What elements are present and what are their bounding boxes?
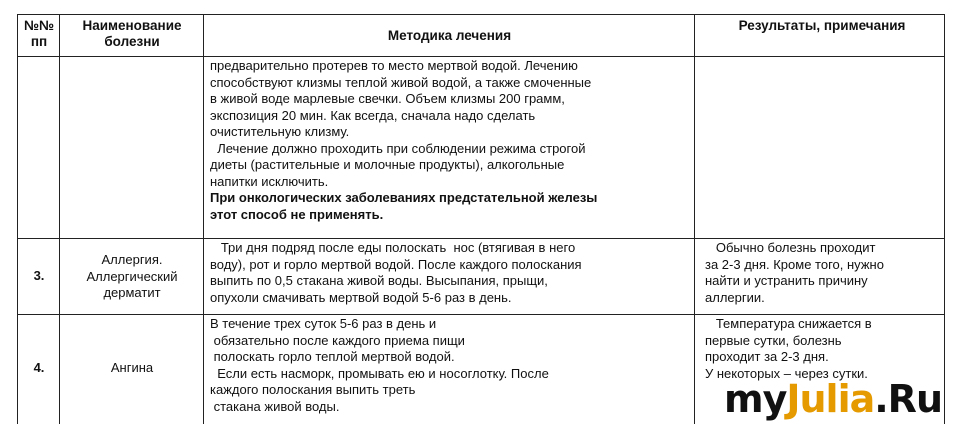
continued-method-text — [210, 58, 688, 223]
method-line: экспозиция 20 мин. Как всегда, сначала надо сделать — [210, 107, 536, 123]
method-line: диеты (растительные и молочные продукты), алкогольные — [210, 157, 565, 172]
results-line: проходит за 2-3 дня. — [705, 349, 829, 364]
results-line: аллергии. — [705, 289, 765, 305]
method-line: воду), рот и горло мертвой водой. После каждого полоскания — [210, 256, 582, 272]
method-line: очистительную клизму. — [210, 124, 350, 139]
results-line: найти и устранить причину — [705, 273, 868, 288]
header-disease: Наименование болезни — [82, 18, 182, 49]
site-watermark — [723, 377, 942, 421]
row4-results — [705, 316, 940, 382]
method-line: способствуют клизмы теплой живой водой, а также смоченные — [210, 74, 592, 90]
col-divider-1 — [59, 14, 60, 424]
method-line: каждого полоскания выпить треть — [210, 382, 416, 397]
method-line: обязательно после каждого приема пищи — [210, 332, 465, 348]
method-line: в живой воде марлевые свечки. Объем клизмы 200 грамм, — [210, 91, 565, 106]
method-line: Три дня подряд после еды полоскать нос (втягивая в него — [210, 240, 576, 255]
col-divider-3 — [694, 14, 695, 424]
row3-disease — [63, 252, 201, 302]
watermark-julia: Julia — [786, 377, 875, 421]
watermark-ru: .Ru — [874, 377, 942, 421]
row-divider-4 — [17, 314, 945, 315]
row4-num: 4. — [33, 360, 45, 375]
disease-line: Аллергия. — [101, 252, 163, 267]
table-border-left — [17, 14, 18, 424]
header-method: Методика лечения — [387, 28, 512, 43]
row-divider-3 — [17, 238, 945, 239]
row4-disease: Ангина — [110, 360, 154, 375]
table-border-top — [17, 14, 945, 15]
results-line: Температура снижается в — [705, 316, 872, 331]
method-line: Лечение должно проходить при соблюдении режима строгой — [210, 140, 586, 156]
method-line: выпить по 0,5 стакана живой воды. Высыпания, прыщи, — [210, 273, 548, 288]
disease-line: дерматит — [103, 285, 161, 300]
row3-num: 3. — [33, 268, 45, 283]
method-line: полоскать горло теплой мертвой водой. — [210, 349, 455, 364]
watermark-my: my — [723, 377, 787, 421]
header-results: Результаты, примечания — [738, 18, 906, 33]
header-num: №№ пп — [23, 18, 55, 49]
table-border-right — [944, 14, 945, 424]
row4-method — [210, 316, 688, 415]
header-divider — [17, 56, 945, 57]
col-divider-2 — [203, 14, 204, 424]
row3-results — [705, 240, 940, 306]
results-line: У некоторых – через сутки. — [705, 365, 868, 381]
method-line: В течение трех суток 5-6 раз в день и — [210, 316, 437, 331]
results-line: за 2-3 дня. Кроме того, нужно — [705, 256, 884, 272]
method-line: предварительно протерев то место мертвой водой. Лечению — [210, 58, 578, 73]
row3-method — [210, 240, 688, 306]
method-line: Если есть насморк, промывать ею и носоглотку. После — [210, 365, 549, 381]
results-line: Обычно болезнь проходит — [705, 240, 876, 255]
treatment-table — [17, 14, 945, 424]
disease-line: Аллергический — [86, 268, 178, 284]
warning-line: При онкологических заболеваниях предстательной железы — [210, 190, 598, 205]
results-line: первые сутки, болезнь — [705, 332, 842, 348]
warning-line: этот способ не применять. — [210, 206, 384, 222]
method-line: стакана живой воды. — [210, 398, 340, 414]
method-line: напитки исключить. — [210, 173, 329, 189]
method-line: опухоли смачивать мертвой водой 5-6 раз в день. — [210, 289, 512, 305]
